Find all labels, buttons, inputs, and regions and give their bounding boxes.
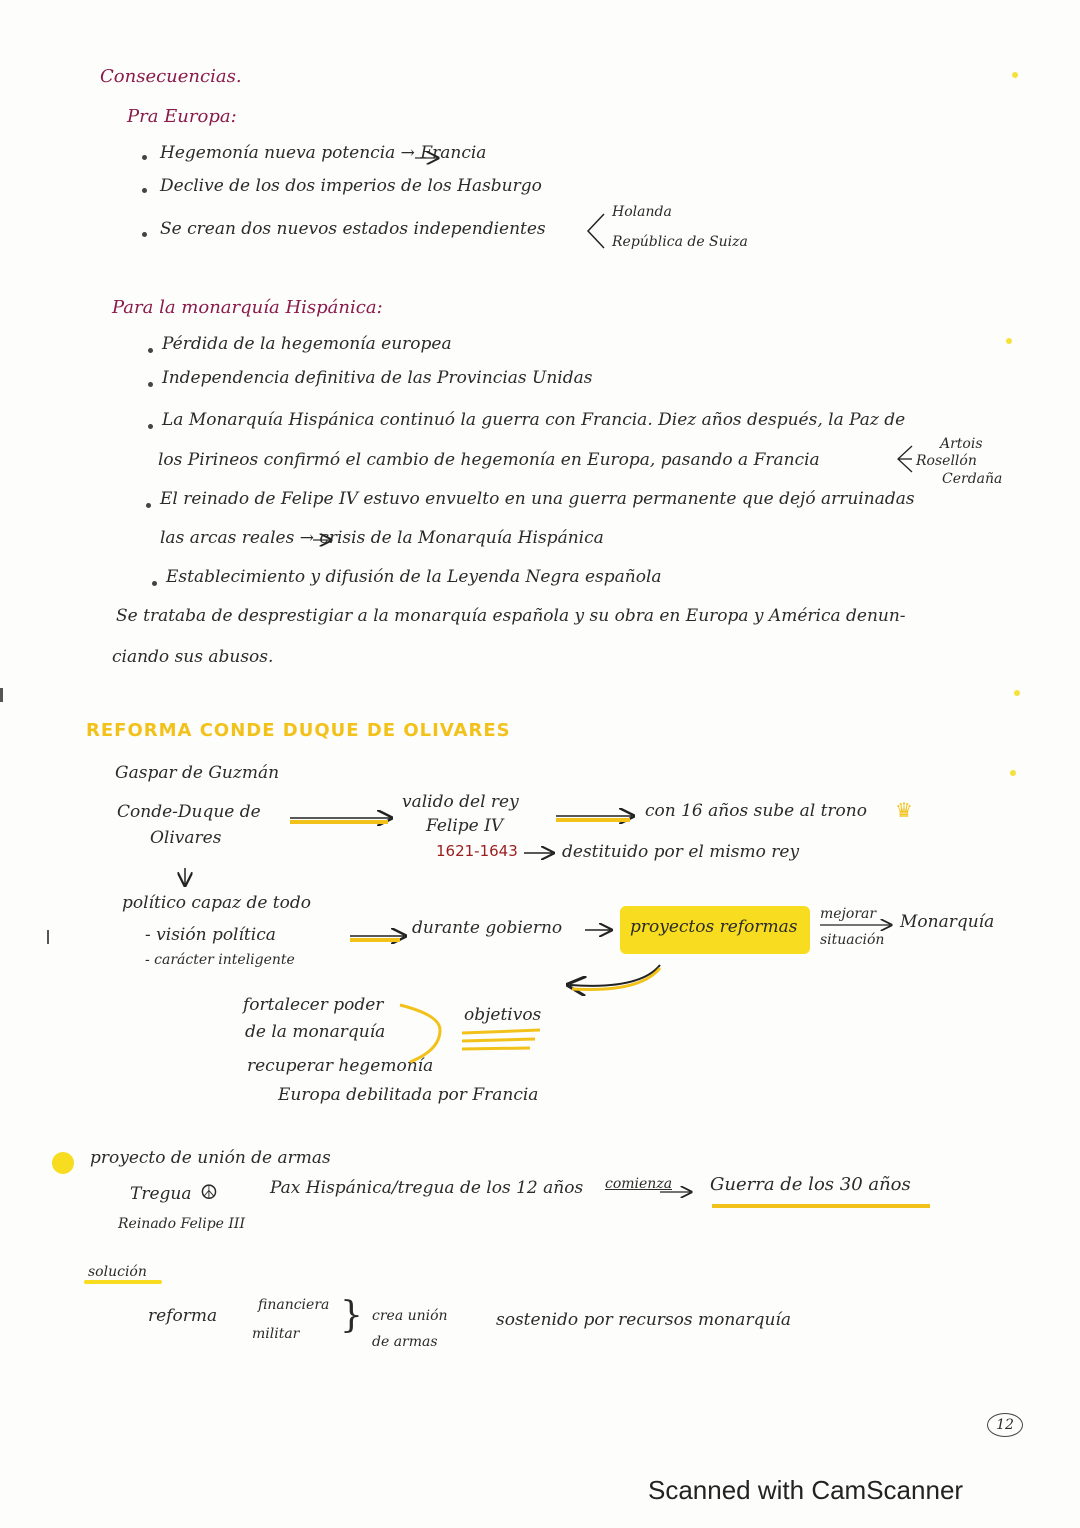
objetivo-item: de la monarquía: [245, 1022, 386, 1042]
reinado-label: Reinado Felipe III: [118, 1216, 245, 1232]
page-number: 12: [987, 1413, 1023, 1437]
comienza-label: comienza: [605, 1176, 673, 1192]
guerra-30-anos: Guerra de los 30 años: [710, 1174, 911, 1195]
conde-duque-label: Olivares: [150, 828, 222, 848]
caracter-label: - carácter inteligente: [145, 952, 295, 968]
europa-item: Se crean dos nuevos estados independientes: [160, 219, 546, 239]
financiera-label: financiera: [258, 1297, 330, 1313]
europa-item: Declive de los dos imperios de los Hasburgo: [160, 176, 542, 196]
destituido-label: destituido por el mismo rey: [562, 842, 800, 862]
monarquia-item-cont: las arcas reales → crisis de la Monarquía Hispánica: [160, 528, 604, 548]
conde-duque-label: Conde-Duque de: [117, 802, 261, 822]
tregua-label: Tregua: [130, 1184, 192, 1204]
crea-union: crea unión: [372, 1308, 448, 1324]
objetivo-item: recuperar hegemonía: [247, 1056, 434, 1076]
europa-item: Hegemonía nueva potencia → Francia: [160, 143, 487, 163]
brace-icon: }: [340, 1295, 363, 1336]
vision-label: - visión política: [145, 925, 276, 945]
objetivos-label: objetivos: [464, 1005, 542, 1025]
footer-watermark: Scanned with CamScanner: [648, 1475, 964, 1505]
subheading-para-europa: Pra Europa:: [127, 106, 237, 127]
objetivo-item: Europa debilitada por Francia: [278, 1085, 539, 1105]
militar-label: militar: [252, 1326, 300, 1342]
peace-icon: ☮: [200, 1180, 218, 1204]
crea-union: de armas: [372, 1334, 438, 1350]
monarquia-item: Pérdida de la hegemonía europea: [162, 334, 452, 354]
durante-gobierno: durante gobierno: [412, 918, 563, 938]
territorio-rosellon: Rosellón: [916, 453, 977, 469]
mejorar-label: mejorar: [820, 906, 877, 922]
territorio-cerdana: Cerdaña: [942, 471, 1003, 487]
monarquia-item: La Monarquía Hispánica continuó la guerra con Francia. Diez años después, la Paz de: [162, 410, 906, 430]
brace-icon: [400, 1005, 440, 1062]
valido-label: valido del rey: [402, 792, 519, 812]
leyenda-negra-text: Se trataba de desprestigiar a la monarquía española y su obra en Europa y América denun-: [116, 606, 906, 626]
curved-arrow-icon: [570, 965, 660, 986]
nombre-gaspar: Gaspar de Guzmán: [115, 763, 280, 783]
section-title-consecuencias: Consecuencias.: [100, 66, 242, 87]
section-title-reforma: REFORMA CONDE DUQUE DE OLIVARES: [86, 720, 511, 741]
monarquia-item: Independencia definitiva de las Provincias Unidas: [162, 368, 593, 388]
proyectos-reformas: proyectos reformas: [630, 917, 798, 937]
subheading-para-monarquia: Para la monarquía Hispánica:: [112, 297, 383, 318]
reforma-label: reforma: [148, 1306, 218, 1326]
fechas-valido: 1621-1643: [436, 842, 518, 860]
pax-hispanica: Pax Hispánica/tregua de los 12 años: [270, 1178, 584, 1198]
monarquia-item-cont: los Pirineos confirmó el cambio de hegemonía en Europa, pasando a Francia: [158, 450, 820, 470]
situacion-label: situación: [820, 932, 885, 948]
territorio-artois: Artois: [940, 436, 983, 452]
monarquia-item: Establecimiento y difusión de la Leyenda Negra española: [166, 567, 662, 587]
estado-suiza: República de Suiza: [612, 234, 748, 250]
sostenido-label: sostenido por recursos monarquía: [496, 1310, 791, 1330]
monarquia-item: El reinado de Felipe IV estuvo envuelto en una guerra permanente que dejó arruinadas: [160, 489, 915, 509]
sube-trono: con 16 años sube al trono: [645, 801, 867, 821]
valido-label: Felipe IV: [426, 816, 504, 836]
objetivo-item: fortalecer poder: [243, 995, 384, 1015]
estado-holanda: Holanda: [612, 204, 672, 220]
monarquia-label: Monarquía: [900, 912, 995, 932]
leyenda-negra-text: ciando sus abusos.: [112, 647, 274, 667]
angle-bracket-icon: [588, 214, 604, 248]
politico-label: político capaz de todo: [122, 893, 311, 913]
solucion-title: solución: [88, 1264, 147, 1280]
crown-icon: ♛: [895, 798, 913, 822]
proyecto-title: proyecto de unión de armas: [90, 1148, 331, 1168]
